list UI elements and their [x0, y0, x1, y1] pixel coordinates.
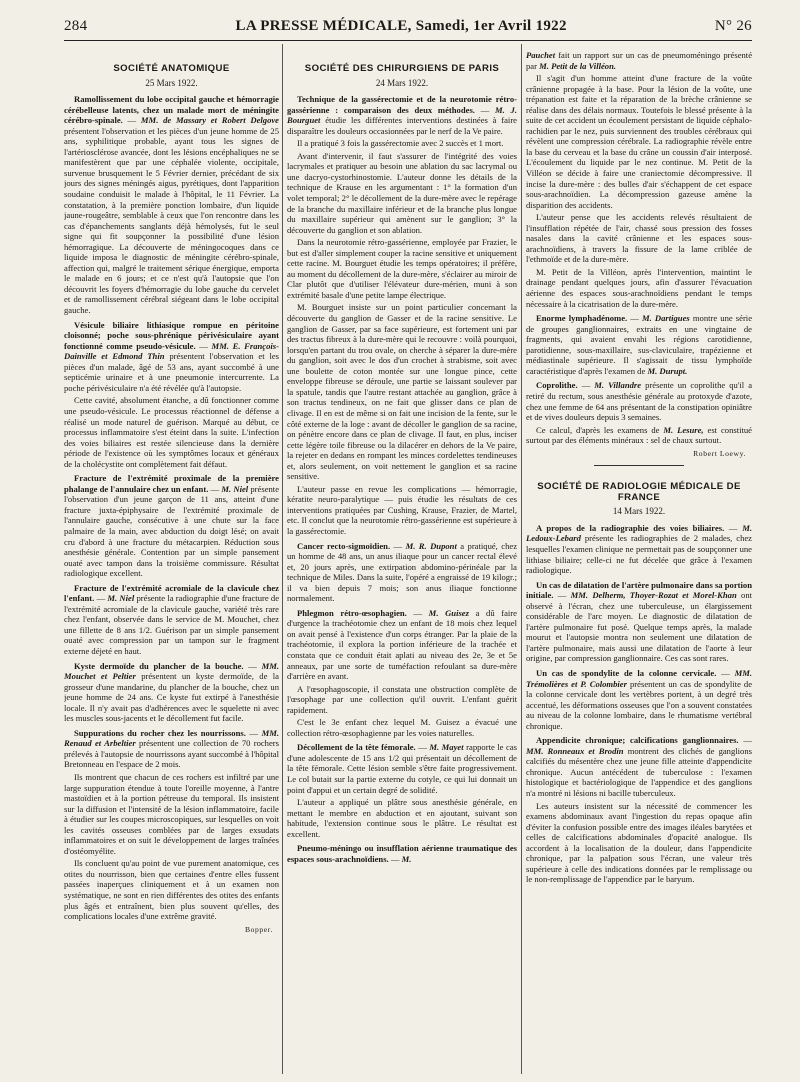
article-paragraph: L'auteur a appliqué un plâtre sous anesthésie générale, en mettant le membre en abduction et en ajoutant, suivant son habitude, l'extension continue sous le plâtre. Le résultat est excellent.	[287, 797, 517, 839]
article-authors: M. Lesure,	[663, 424, 704, 435]
article-authors: M. Petit de la Villéon.	[539, 60, 617, 71]
article-authors: M. Niel	[107, 593, 135, 604]
session-date: 25 Mars 1922.	[145, 77, 198, 88]
article-paragraph: Dans la neurotomie rétro-gassérienne, employée par Frazier, le but est d'aller simplement couper la racine sensitive et uniquement cette racine. M. Bourguet étudie les temps opératoires; il préfère, au moment du décollement de la dure-mère, s'éclairer au miroir de Clar plutôt que d'utiliser l'élévateur dure-mérien, muni à son extrémité basale d'une petite lampe électrique.	[287, 237, 517, 300]
article-authors: M. Guisez	[428, 607, 469, 618]
page-header	[64, 18, 752, 40]
column-separator	[521, 44, 522, 1074]
article-paragraph: M. Bourguet insiste sur un point particulier concernant la découverte du ganglion de Gasser et de la racine sensitive. Le ganglion de Gasser, par sa face supérieure, est fortement uni par des tractus fibreux à la dure-mère qui le recouvre : voilà pourquoi, lorsqu'en partant du trou ovale, on cherche à séparer la dure-mère du ganglion, soit avec le dos d'un crochet à strabisme, soit avec une boulette de coton montée sur une longue pince, cette enveloppe fibreuse se déroule, une partie se laissant soulever par la spatule, tandis que l'autre restant attachée au ganglion, grâce à son tractus tendineux, on ne fait que glisser dans ce plan de clivage. Il en est de même si on fait une incision de la fente, sur le côté externe de la loge : avant de décoller le ganglion de sa racine, on pénètre encore dans ce plan de clivage. Il faut, en plus, inciser cette légère toile fibreuse ou la dilacérer en dehors de la Ve paire, la rejeter en dedans en rompant les minces cordelettes tendineuses et, alors seulement, on voit nettement le ganglion et sa racine sensitive.	[287, 302, 517, 482]
article-authors: M. R. Dupont	[405, 540, 457, 551]
article-authors: MM. E. François-Dainville et Edmond Thin	[64, 340, 279, 362]
article-heading: Un cas de dilatation de l'artère pulmonaire dans sa portion initiale.	[526, 579, 752, 601]
article-body: ont observé à l'écran, chez une tuberculeuse, un élargissement considérable de l'arc moyen. Le diagnostic de dilatation de l'artère pulmonaire fut posé. Quelque temps après, la malade mourut et l'autopsie montra non seulement une dilatation de l'artère pulmonaire, mais aussi une dilatation de l'aorte à leur origine, par compression ganglionnaire. Ces cas sont rares.	[526, 590, 752, 664]
article-heading: Décollement de la tête fémorale.	[297, 742, 416, 753]
article-heading: Suppurations du rocher chez les nourrissons.	[74, 727, 246, 738]
article-heading: Phlegmon rétro-œsophagien.	[297, 607, 407, 618]
report-signature: Robert Loewy.	[693, 448, 746, 458]
article-heading: Pneumo-méningo ou insufflation aérienne traumatique des espaces sous-arachnoïdiens.	[287, 843, 517, 864]
article: Pneumo-méningo ou insufflation aérienne traumatique des espaces sous-arachnoïdiens. — M.	[287, 843, 517, 864]
article-paragraph: Cette cavité, absolument étanche, a dû fonctionner comme une pseudo-vésicule. Le processus réactionnel de défense a réalisé un mode naturel de guérison. Marqué au début, ce processus inflammatoire s'est éteint dans la suite. L'infection des voies biliaires est restée silencieuse dans la dernière période de l'existence où les symptômes locaux et généraux de la cholécystite ont complètement fait défaut.	[64, 395, 279, 469]
section-divider	[594, 465, 684, 466]
article-authors: MM. Delherm, Thoyer-Rozat et Morel-Khan	[570, 590, 737, 601]
section-title: SOCIÉTÉ ANATOMIQUE	[113, 63, 230, 74]
section-title: SOCIÉTÉ DE RADIOLOGIE MÉDICALE DE FRANCE	[537, 481, 741, 503]
column-separator	[282, 44, 283, 1074]
article-body: présente la radiographie d'une fracture de l'extrémité acromiale de la clavicule gauche, variété très rare chez l'enfant, observée dans le service de M. Mouchet, chez une fillette de 8 ans 1/2. Guérison par un simple pansement ouaté avec compression par un tampon sur le fragment externe déjeté en haut.	[64, 593, 279, 656]
article-authors: M. J. Bourguet	[287, 104, 517, 126]
article: Cancer recto-sigmoïdien. — M. R. Dupont a pratiqué, chez un homme de 48 ans, un anus iliaque pour un cancer rectal élevé et, 20 jours après, une extirpation abdomino-périnéale par la technique de Miles. Dans la suite, l'opéré a engraissé de 19 kilogr.; il va bien depuis 7 mois; son anus iliaque fonctionne normalement.	[287, 540, 517, 604]
article-body: présente un coprolithe qu'il a retiré du rectum, sous anesthésie générale au protoxyde d'azote, chez une femme de 64 ans présentant de la constipation opiniâtre et de vives douleurs depuis 3 semaines.	[526, 380, 752, 423]
article-heading: A propos de la radiographie des voies biliaires.	[536, 522, 725, 533]
report-signature: Bopper.	[244, 924, 273, 934]
article-authors: MM. Ronneaux et Brodin	[526, 745, 624, 756]
article: Décollement de la tête fémorale. — M. Mayet rapporte le cas d'une adolescente de 15 ans 1/2 qui présentait un décollement de la tête fémorale. Cette lésion semble s'être faite progressivement. Le col butait sur la partie externe du cotyle, ce qui lui donnait un point d'appui et un certain degré de solidité.	[287, 742, 517, 795]
article-authors: M. Niel	[221, 483, 249, 494]
article: Ramollissement du lobe occipital gauche et hémorragie cérébelleuse latents, chez un malade mort de méningite cérébro-spinale. — MM. de Massary et Robert Delgove présentent l'observation et les pièces d'un jeune homme de 25 ans, syphilitique probable, ayant tous les signes de l'artériosclérose avancée, dont les lésions encéphaliques ne se manifestèrent que par une céphalée violente, occipitale, survenue brusquement le 5 Février dernier, précédant de six jours des signes méningés aigus, pyrétiques, dont l'apparition soudaine conduisit le malade à l'hôpital, le 11 Février. La constatation, à la première ponction lombaire, d'un liquide jaune-rougeâtre, semblable à ceux que l'on rencontre dans les cas d'épanchements sanglants déjà hémolysés, fut le seul signe qui fit soupçonner la possibilité d'une lésion hémorragique. La découverte de méningocoques dans ce liquide imposa le diagnostic de méningite cérébro-spinale, affection qui, malgré le traitement sérique énergique, emporta le malade en 6 jours; et ce n'est qu'à l'autopsie que l'on découvrit les foyers d'hémorragie du lobe gauche du cervelet et de ramollissement cérébral siégeant dans le lobe occipital gauche.	[64, 94, 279, 316]
article-paragraph: Il s'agit d'un homme atteint d'une fracture de la voûte crânienne propagée à la base. Pour la lésion de la voûte, une trépanation est faite et la réparation de la brèche crânienne se réalise dans des délais normaux. Toutefois le blessé présente à la suite de cet accident un écoulement persistant de liquide céphalo-rachidien par le nez, puis surviennent des troubles cérébraux qui révèlent une compression cérébrale. La radiographie révèle entre la base du cerveau et la base du crâne un coussin d'air interposé. L'écoulement du liquide par le nez continue. M. Petit de la Villéon se décide à faire une craniectomie décompressive. Il incise la dure-mère : des bulles d'air s'échappent de cet espace sous-arachnoïdien. La décompression gazeuse amène la disparition des accidents.	[526, 73, 752, 210]
article: Phlegmon rétro-œsophagien. — M. Guisez a dû faire d'urgence la trachéotomie chez un enfant de 18 mois chez lequel on avait pensé à l'existence d'un corps étranger. Par la plaie de la trachéotomie, il explora la portion inférieure de la trachée et constata que ce conduit était aplati au niveau des 2e, 3e et 5e anneaux, par une sorte de tuméfaction refoulant sa dure-mère d'arrière en avant.	[287, 607, 517, 682]
article: Un cas de dilatation de l'artère pulmonaire dans sa portion initiale. — MM. Delherm, Thoyer-Rozat et Morel-Khan ont observé à l'écran, chez une tuberculeuse, un élargissement considérable de l'arc moyen. Le diagnostic de dilatation de l'artère pulmonaire fut posé. Quelque temps après, la malade mourut et l'autopsie montra non seulement une dilatation de l'artère pulmonaire, mais aussi une dilatation de l'aorte à leur origine, par compression ganglionnaire. Ces cas sont rares.	[526, 579, 752, 664]
article-authors: Pauchet	[526, 50, 556, 60]
page-number: 284	[64, 18, 88, 34]
session-date: 14 Mars 1922.	[612, 506, 666, 517]
article: Fracture de l'extrémité proximale de la première phalange de l'annulaire chez un enfant. — M. Niel présente l'observation d'un jeune garçon de 11 ans, atteint d'une fracture juxta-épiphysaire de l'extrémité proximale de l'annulaire gauche, consécutive à une chute sur la face palmaire de la main, avec abduction du doigt lésé; on avait cru d'abord à une fracture du métacarpien. Réduction sous anesthésie générale. Contention par un simple pansement ouaté avec tampon dans la troisième commissure. Résultat radiologique excellent.	[64, 473, 279, 579]
article-authors: MM. Renaud et Arbeltier	[64, 727, 279, 749]
article-paragraph: C'est le 3e enfant chez lequel M. Guisez a évacué une collection rétro-œsophagienne par les voies naturelles.	[287, 717, 517, 738]
column-2	[287, 50, 517, 1075]
article-heading: Coprolithe.	[536, 380, 578, 391]
article-authors: M. Villandre	[594, 380, 642, 391]
article-authors: M.	[401, 853, 412, 864]
article-heading: Vésicule biliaire lithiasique rompue en péritoine cloisonné; poche sous-phrénique périvésiculaire ayant fonctionné comme pseudo-vésicule.	[64, 319, 279, 351]
article-authors: MM. Mouchet et Peltier	[64, 660, 279, 682]
article-paragraph: M. Petit de la Villéon, après l'intervention, maintint le drainage pendant quelques jours, afin d'assurer l'évacuation aérienne des espaces sous-arachnoïdiens pendant le temps nécessaire à la cicatrisation de la dure-mère.	[526, 266, 752, 309]
article: Suppurations du rocher chez les nourrissons. — MM. Renaud et Arbeltier présentent une collection de 70 rochers prélevés à l'autopsie de nourrissons ayant succombé à l'hôpital Bretonneau en l'espace de 2 mois.	[64, 727, 279, 770]
article-text: Ce calcul, d'après les examens de	[536, 424, 660, 435]
header-rule	[64, 40, 752, 41]
article-heading: Fracture de l'extrémité proximale de la première phalange de l'annulaire chez un enfant.	[64, 473, 279, 494]
article-body: présente l'observation d'un jeune garçon de 11 ans, atteint d'une fracture juxta-épiphysaire de l'extrémité proximale de l'annulaire gauche, consécutive à une chute sur la face palmaire de la main, avec abduction du doigt lésé; on avait cru d'abord à une fracture du métacarpien. Réduction sous anesthésie générale. Contention par un simple pansement ouaté avec tampon dans la troisième commissure. Résultat radiologique excellent.	[64, 483, 279, 579]
article: Kyste dermoïde du plancher de la bouche. — MM. Mouchet et Peltier présentent un kyste dermoïde, de la grosseur d'une mandarine, du plancher de la bouche, chez un jeune homme de 24 ans. Ce kyste fut extirpé à l'anesthésie locale. Il n'y avait pas d'adhérences avec le squelette ni avec les muscles sous-jacents et le décollement fut facile.	[64, 660, 279, 724]
article-paragraph: Il a pratiqué 3 fois la gassérectomie avec 2 succès et 1 mort.	[297, 138, 504, 149]
article: A propos de la radiographie des voies biliaires. — M. Ledoux-Lebard présente les radiographies de 2 malades, chez lesquelles l'examen clinique ne permettait pas de soupçonner une lithiase biliaire; celle-ci ne fut décelée que grâce à l'examen radiologique.	[526, 522, 752, 576]
article-authors: MM. Trémolières et P. Colombier	[526, 667, 752, 689]
article-paragraph: Avant d'intervenir, il faut s'assurer de l'intégrité des voies lacrymales et pratiquer au besoin une ablation du sac lacrymal ou une dacryo-cystorhinostomie. L'auteur donne les détails de la technique de Krause en les argumentant : 1° la formation d'un volet temporal; 2° le décollement de la dure-mère avec le repérage de la branche du maxillaire inférieur et de la branche plus longue du maxillaire supérieur qui amènent sur le ganglion; 3° la découverte du ganglion et son ablation.	[287, 150, 517, 235]
column-3	[526, 50, 752, 1075]
article-body: présentent l'observation et les pièces d'un malade, âgé de 53 ans, ayant succombé à une septicémie urinaire et à une pneumonie intercurrente. La poche périvésiculaire n'a été révélée qu'à l'autopsie.	[64, 351, 279, 393]
article: Enorme lymphadénome. — M. Dartigues montre une série de groupes ganglionnaires, extraits en une vingtaine de fragments, qui avaient envahi les régions carotidienne, parotidienne, sous-maxillaire, sus-claviculaire, trapézienne et médiastinale supérieure. Il s'agissait de tissu lymphoïde caractéristique d'après l'examen de M. Durupt.	[526, 313, 752, 376]
article-heading: Appendicite chronique; calcifications ganglionnaires.	[536, 735, 739, 746]
article: Fracture de l'extrémité acromiale de la clavicule chez l'enfant. — M. Niel présente la radiographie d'une fracture de l'extrémité acromiale de la clavicule gauche, variété très rare chez l'enfant, observée dans le service de M. Mouchet, chez une fillette de 8 ans 1/2. Guérison par un simple pansement ouaté avec compression par un tampon sur le fragment externe déjeté en haut.	[64, 582, 279, 656]
article: Appendicite chronique; calcifications ganglionnaires. — MM. Ronneaux et Brodin montrent des clichés de ganglions calcifiés du mésentère chez une jeune fille atteinte d'appendicite chronique. Aucun antécédent de tuberculose : l'examen histologique et bactériologique de l'appendice et des ganglions n'a montré ni lésions ni bacille tuberculeux.	[526, 735, 752, 798]
article-body: présentent l'observation et les pièces d'un jeune homme de 25 ans, syphilitique probable, ayant tous les signes de l'artériosclérose avancée, dont les lésions encéphaliques ne se manifestèrent que par une céphalée violente, occipitale, survenue brusquement le 5 Février dernier, précédant de six jours des signes méningés aigus, pyrétiques, dont l'apparition soudaine conduisit le malade à l'hôpital, le 11 Février. La constatation, à la première ponction lombaire, d'un liquide jaune-rougeâtre, semblable à ceux que l'on rencontre dans les cas d'épanchements sanglants déjà hémolysés, fut le seul signe qui fit soupçonner la possibilité d'une lésion hémorragique. La découverte de méningocoques dans ce liquide imposa le diagnostic de méningite cérébro-spinale, affection qui, malgré le traitement sérique énergique, emporta le malade en 6 jours; et ce n'est qu'à l'autopsie que l'on découvrit les foyers d'hémorragie du lobe gauche du cervelet et de ramollissement cérébral siégeant dans le lobe occipital gauche.	[64, 125, 279, 316]
article-body: a pratiqué, chez un homme de 48 ans, un anus iliaque pour un cancer rectal élevé et, 20 jours après, une extirpation abdomino-périnéale par la technique de Miles. Dans la suite, l'opéré a engraissé de 19 kilogr.; il va bien depuis 7 mois; son anus iliaque fonctionne normalement.	[287, 540, 517, 604]
column-1	[64, 50, 279, 1075]
article-heading: Enorme lymphadénome.	[536, 313, 628, 324]
article-heading: Technique de la gassérectomie et de la neurotomie rétro-gassérienne : comparaison des deux méthodes.	[287, 94, 517, 115]
article-body: montre une série de groupes ganglionnaires, extraits en une vingtaine de fragments, qui avaient envahi les régions carotidienne, parotidienne, sous-maxillaire, sus-claviculaire, trapézienne et médiastinale supérieure. Il s'agissait de tissu lymphoïde caractéristique d'après l'examen de	[526, 313, 752, 376]
article-paragraph	[526, 425, 752, 446]
article-heading: Un cas de spondylite de la colonne cervicale.	[536, 667, 717, 678]
article: Coprolithe. — M. Villandre présente un coprolithe qu'il a retiré du rectum, sous anesthésie générale au protoxyde d'azote, chez une femme de 64 ans présentant de la constipation opiniâtre et de vives douleurs depuis 3 semaines.	[526, 380, 752, 423]
article-body: présente les radiographies de 2 malades, chez lesquelles l'examen clinique ne permettait pas de soupçonner une lithiase biliaire; celle-ci ne fut décelée que grâce à l'examen radiologique.	[526, 533, 752, 576]
article-paragraph: L'auteur passe en revue les complications — hémorragie, kératite neuro-paralytique — puis étudie les résultats de ces interventions pratiquées par Cushing, Krause, Frazier, de Martel, etc. Il conclut que la neurotomie rétro-gassérienne est supérieure à la gassérectomie.	[287, 483, 517, 536]
article-paragraph: A l'œsophagoscopie, il constata une obstruction complète de l'œsophage par une collection qu'il ouvrit. L'enfant guérit rapidement.	[287, 683, 517, 715]
article-body: fait un rapport sur un cas de pneumoméningo présenté par	[526, 50, 752, 71]
article-body: présentent un cas de spondylite de la colonne cervicale dont les vertèbres portent, à un degré très accentué, les déformations osseuses que l'on a souvent constatées au niveau de la colonne lombaire, dans le rhumatisme vertébral chronique.	[526, 678, 752, 731]
journal-title: LA PRESSE MÉDICALE, Samedi, 1er Avril 1922	[235, 18, 567, 34]
article-heading: Fracture de l'extrémité acromiale de la clavicule chez l'enfant.	[64, 582, 279, 604]
article-authors: M. Ledoux-Lebard	[526, 522, 752, 544]
article-body: rapporte le cas d'une adolescente de 15 ans 1/2 qui présentait un décollement de la tête fémorale. Cette lésion semble s'être faite progressivement. Le col butait sur la partie externe du cotyle, ce qui lui donnait un point d'appui et un certain degré de solidité.	[287, 742, 517, 795]
article-paragraph: Ils montrent que chacun de ces rochers est infiltré par une large suppuration étendue à toute l'oreille moyenne, à l'antre mastoïdien et à la portion pétreuse du temporal. Ils insistent sur la diffusion et l'intensité de la lésion inflammatoire, facile à étudier sur les coupes microscopiques, sur lesquelles on voit les cavités osseuses comblées par de larges exsudats inflammatoires et on suit le développement de larges traînées d'ostéomyélite.	[64, 772, 279, 856]
article-body: présentent une collection de 70 rochers prélevés à l'autopsie de nourrissons ayant succombé à l'hôpital Bretonneau en l'espace de 2 mois.	[64, 738, 279, 770]
article-paragraph: Ils concluent qu'au point de vue purement anatomique, ces otites du nourrisson, bien que certaines d'entre elles fussent passées inaperçues cliniquement et à un examen non systématique, ne sont en rien différentes des otites des enfants plus âgés et entraînent, bien plus souvent qu'elles, des complications locales d'une extrême gravité.	[64, 858, 279, 922]
issue-number: N° 26	[714, 18, 752, 34]
article-authors: M. Mayet	[429, 742, 464, 753]
article-authors: MM. de Massary et Robert Delgove	[140, 115, 279, 126]
article-continuation	[526, 50, 752, 71]
article-heading: Cancer recto-sigmoïdien.	[297, 540, 391, 551]
article-body: montrent des clichés de ganglions calcifiés du mésentère chez une jeune fille atteinte d'appendicite chronique. Aucun antécédent de tuberculose : l'examen histologique et bactériologique de l'appendice et des ganglions n'a montré ni lésions ni bacille tuberculeux.	[526, 745, 752, 798]
article: Un cas de spondylite de la colonne cervicale. — MM. Trémolières et P. Colombier présentent un cas de spondylite de la colonne cervicale dont les vertèbres portent, à un degré très accentué, les déformations osseuses que l'on a souvent constatées au niveau de la colonne lombaire, dans le rhumatisme vertébral chronique.	[526, 667, 752, 731]
article: Technique de la gassérectomie et de la neurotomie rétro-gassérienne : comparaison des deux méthodes. — M. J. Bourguet étudie les différentes interventions destinées à faire disparaître les douleurs occasionnées par le nerf de la Ve paire.	[287, 94, 517, 136]
session-date: 24 Mars 1922.	[375, 77, 429, 88]
article-heading: Kyste dermoïde du plancher de la bouche.	[74, 660, 244, 671]
article: Vésicule biliaire lithiasique rompue en péritoine cloisonné; poche sous-phrénique périvésiculaire ayant fonctionné comme pseudo-vésicule. — MM. E. François-Dainville et Edmond Thin présentent l'observation et les pièces d'un malade, âgé de 53 ans, ayant succombé à une septicémie urinaire et à une pneumonie intercurrente. La poche périvésiculaire n'a été révélée qu'à l'autopsie.	[64, 319, 279, 393]
article-body: étudie les différentes interventions destinées à faire disparaître les douleurs occasionnées par le nerf de la Ve paire.	[287, 115, 517, 136]
section-title: SOCIÉTÉ DES CHIRURGIENS DE PARIS	[304, 63, 500, 74]
article-authors: M. Dartigues	[641, 313, 690, 324]
article-paragraph: Les auteurs insistent sur la nécessité de commencer les examens abdominaux avant l'ingestion du repas opaque afin d'éviter la confusion possible entre des images iléales barytées et celles de calcifications abdominales d'opacité analogue. Ils accordent à la localisation de la douleur, dans l'appendicite chronique, par la palpation sous l'écran, une valeur très supérieure à celle des indications données par le remplissage ou le non-remplissage de l'appendice par le baryum.	[526, 800, 752, 885]
article-text: est constitué surtout par des éléments minéraux : sel de chaux surtout.	[526, 424, 752, 446]
article-body: présentent un kyste dermoïde, de la grosseur d'une mandarine, du plancher de la bouche, chez un jeune homme de 24 ans. Ce kyste fut extirpé à l'anesthésie locale. Il n'y avait pas d'adhérences avec le squelette ni avec les muscles sous-jacents et le décollement fut facile.	[64, 671, 279, 724]
article-heading: Ramollissement du lobe occipital gauche et hémorragie cérébelleuse latents, chez un malade mort de méningite cérébro-spinale.	[64, 94, 279, 126]
article-paragraph: L'auteur pense que les accidents relevés résultaient de l'insufflation répétée de l'air, chassé sous pression des fosses nasales dans la cavité crânienne et les espaces sous-arachnoïdiens, à travers la fissure de la lame criblée de l'ethmoïde et de la dure-mère.	[526, 212, 752, 265]
article-body: a dû faire d'urgence la trachéotomie chez un enfant de 18 mois chez lequel on avait pensé à l'existence d'un corps étranger. Par la plaie de la trachéotomie, il explora la portion inférieure de la trachée et constata que ce conduit était aplati au niveau des 2e, 3e et 5e anneaux, par une sorte de tuméfaction refoulant sa dure-mère d'arrière en avant.	[287, 607, 517, 682]
article-authors: M. Durupt.	[647, 365, 688, 376]
